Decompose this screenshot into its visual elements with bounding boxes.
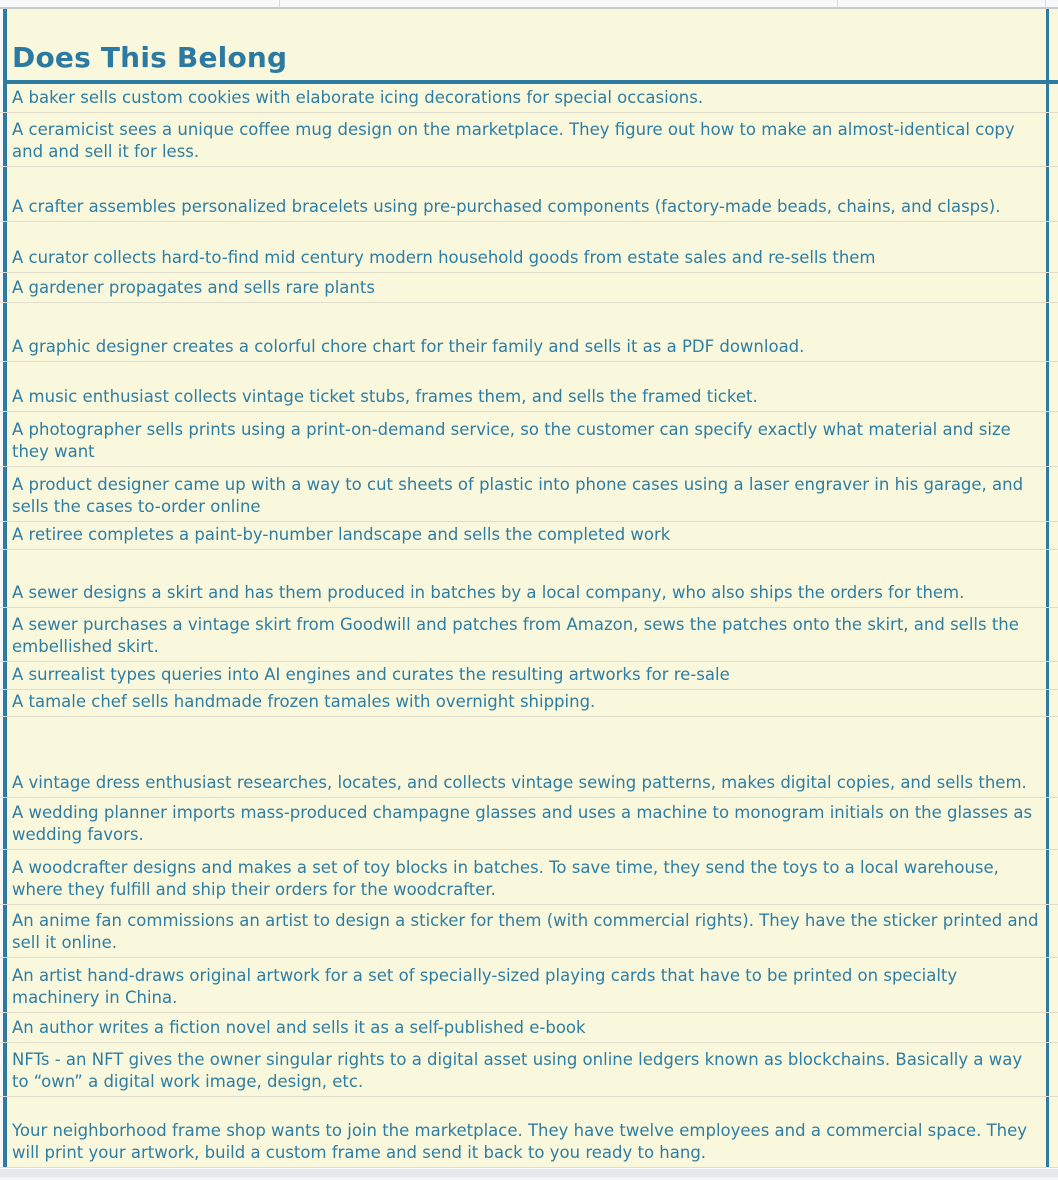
scenario-text: Your neighborhood frame shop wants to join the marketplace. They have twelve employees and a commercial space. They will print your artwork, build a custom frame and send it back to you ready to hang.: [12, 1121, 1028, 1162]
scenario-cell[interactable]: [3, 167, 1049, 221]
scenario-text: A photographer sells prints using a print-on-demand service, so the customer can specify exactly what material and size they want: [12, 420, 1011, 461]
scenario-cell[interactable]: [3, 958, 1049, 1012]
scenario-text: A tamale chef sells handmade frozen tamales with overnight shipping.: [12, 692, 596, 711]
table-row: [0, 362, 1058, 412]
adjacent-column-cell[interactable]: [1049, 1013, 1058, 1042]
adjacent-column-cell[interactable]: [1049, 167, 1058, 221]
adjacent-column-cell[interactable]: [1049, 84, 1058, 112]
adjacent-column-cell[interactable]: [1049, 662, 1058, 689]
table-row: [0, 273, 1058, 303]
adjacent-column-cell[interactable]: [1049, 303, 1058, 361]
table-row: [0, 467, 1058, 522]
header-cell[interactable]: [3, 9, 1049, 80]
scenario-cell[interactable]: [3, 690, 1049, 716]
adjacent-column-cell[interactable]: [1049, 1097, 1058, 1167]
scenario-cell[interactable]: [3, 522, 1049, 549]
scenario-cell[interactable]: [3, 113, 1049, 166]
scenario-text: An artist hand-draws original artwork for a set of specially-sized playing cards that have to be printed on specialty machinery in China.: [12, 966, 958, 1007]
table-row: [0, 1013, 1058, 1043]
spreadsheet-grid: [0, 9, 1058, 1168]
scenario-cell[interactable]: [3, 662, 1049, 689]
adjacent-column-cell[interactable]: [1049, 222, 1058, 272]
scenario-text: A crafter assembles personalized bracelets using pre-purchased components (factory-made beads, chains, and clasps).: [12, 197, 1001, 216]
scenario-cell[interactable]: [3, 850, 1049, 904]
table-row: [0, 303, 1058, 362]
adjacent-column-cell[interactable]: [1049, 522, 1058, 549]
top-chrome-strip: [0, 0, 1058, 9]
adjacent-column-cell[interactable]: [1049, 717, 1058, 797]
scenario-cell[interactable]: [3, 608, 1049, 661]
table-row: [0, 662, 1058, 690]
scenario-cell[interactable]: [3, 84, 1049, 112]
table-row: [0, 1097, 1058, 1168]
table-row: [0, 167, 1058, 222]
table-row: [0, 905, 1058, 958]
adjacent-column-cell[interactable]: [1049, 798, 1058, 849]
table-row: [0, 850, 1058, 905]
adjacent-column-cell[interactable]: [1049, 9, 1058, 80]
adjacent-column-cell[interactable]: [1049, 690, 1058, 716]
adjacent-column-cell[interactable]: [1049, 412, 1058, 466]
scenario-text: A retiree completes a paint-by-number landscape and sells the completed work: [12, 525, 671, 544]
scenario-text: An anime fan commissions an artist to design a sticker for them (with commercial rights). They have the sticker printed and sell it online.: [12, 911, 1039, 952]
adjacent-column-cell[interactable]: [1049, 850, 1058, 904]
adjacent-column-cell[interactable]: [1049, 113, 1058, 166]
scenario-cell[interactable]: [3, 303, 1049, 361]
scenario-text: A wedding planner imports mass-produced champagne glasses and uses a machine to monogram initials on the glasses as wedding favors.: [12, 803, 1033, 844]
table-row: [0, 113, 1058, 167]
adjacent-column-cell[interactable]: [1049, 1043, 1058, 1096]
adjacent-column-cell[interactable]: [1049, 273, 1058, 302]
table-row: [0, 717, 1058, 798]
table-row: [0, 222, 1058, 273]
adjacent-column-cell[interactable]: [1049, 608, 1058, 661]
scenario-text: A vintage dress enthusiast researches, locates, and collects vintage sewing patterns, makes digital copies, and sells them.: [12, 773, 1027, 792]
table-row: [0, 690, 1058, 717]
scenario-cell[interactable]: [3, 1013, 1049, 1042]
scenario-cell[interactable]: [3, 905, 1049, 957]
scenario-cell[interactable]: [3, 798, 1049, 849]
scenario-text: A woodcrafter designs and makes a set of toy blocks in batches. To save time, they send the toys to a local warehouse, where they fulfill and ship their orders for the woodcrafter.: [12, 858, 999, 899]
column-divider-tick: [1045, 0, 1046, 7]
scenario-cell[interactable]: [3, 1097, 1049, 1167]
adjacent-column-cell[interactable]: [1049, 905, 1058, 957]
scenario-text: A surrealist types queries into AI engines and curates the resulting artworks for re-sale: [12, 665, 730, 684]
table-row: [0, 798, 1058, 850]
scenario-cell[interactable]: [3, 467, 1049, 521]
adjacent-column-cell[interactable]: [1049, 550, 1058, 607]
scenario-text: NFTs - an NFT gives the owner singular rights to a digital asset using online ledgers known as blockchains. Basically a way to “own” a digital work image, design, etc.: [12, 1050, 1023, 1091]
table-row: [0, 84, 1058, 113]
scenario-cell[interactable]: [3, 412, 1049, 466]
scenario-cell[interactable]: [3, 222, 1049, 272]
scenario-text: An author writes a fiction novel and sells it as a self-published e-book: [12, 1018, 586, 1037]
scenario-cell[interactable]: [3, 1043, 1049, 1096]
adjacent-column-cell[interactable]: [1049, 958, 1058, 1012]
adjacent-column-cell[interactable]: [1049, 467, 1058, 521]
table-row: [0, 958, 1058, 1013]
scenario-text: A curator collects hard-to-find mid century modern household goods from estate sales and re-sells them: [12, 248, 876, 267]
table-row: [0, 550, 1058, 608]
scenario-text: A sewer purchases a vintage skirt from Goodwill and patches from Amazon, sews the patches onto the skirt, and sells the embellished skirt.: [12, 615, 1019, 656]
scenario-text: A baker sells custom cookies with elaborate icing decorations for special occasions.: [12, 88, 704, 107]
table-row: [0, 522, 1058, 550]
column-divider-tick: [837, 0, 838, 7]
scenario-text: A music enthusiast collects vintage ticket stubs, frames them, and sells the framed ticket.: [12, 387, 758, 406]
table-row: [0, 412, 1058, 467]
scenario-cell[interactable]: [3, 717, 1049, 797]
bottom-scrollbar-track[interactable]: [0, 1168, 1058, 1180]
scenario-text: A graphic designer creates a colorful chore chart for their family and sells it as a PDF download.: [12, 337, 805, 356]
scenario-text: A product designer came up with a way to cut sheets of plastic into phone cases using a laser engraver in his garage, and sells the cases to-order online: [12, 475, 1024, 516]
column-divider-tick: [279, 0, 280, 7]
scenario-text: A gardener propagates and sells rare plants: [12, 278, 375, 297]
scenario-cell[interactable]: [3, 362, 1049, 411]
scenario-text: A sewer designs a skirt and has them produced in batches by a local company, who also ships the orders for them.: [12, 583, 965, 602]
scenario-cell[interactable]: [3, 550, 1049, 607]
page-title: Does This Belong: [12, 41, 288, 74]
table-row: [0, 608, 1058, 662]
scenario-text: A ceramicist sees a unique coffee mug design on the marketplace. They figure out how to make an almost-identical copy and and sell it for less.: [12, 120, 1015, 161]
table-row: [0, 1043, 1058, 1097]
scenario-cell[interactable]: [3, 273, 1049, 302]
adjacent-column-cell[interactable]: [1049, 362, 1058, 411]
header-row: [0, 9, 1058, 80]
